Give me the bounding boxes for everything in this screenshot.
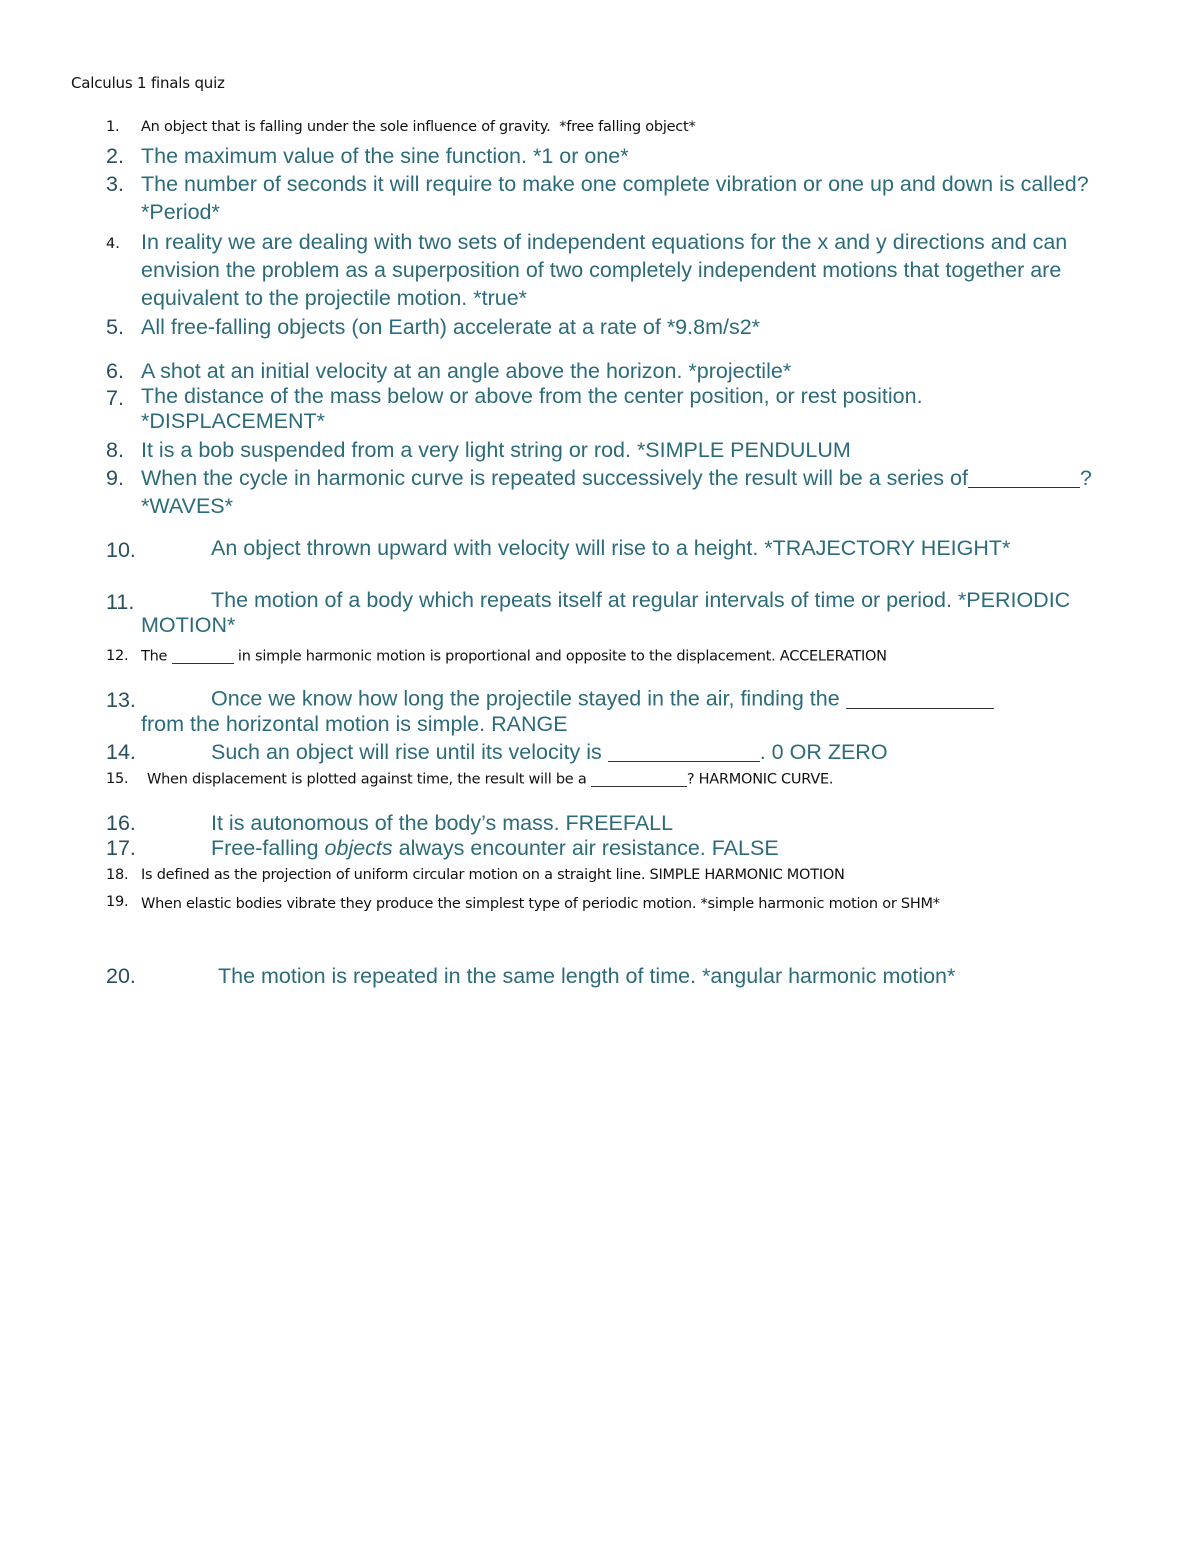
question-text: A shot at an initial velocity at an angle above the horizon. *projectile*: [141, 359, 792, 383]
question-text: In reality we are dealing with two sets of independent equations for the x and y directions and can envision the problem as a superposition of two completely independent motions that together are equivalent to the projectile motion. *true*: [141, 230, 1074, 310]
question-number: 10.: [106, 538, 136, 562]
question-text: The motion of a body which repeats itself at regular intervals of time or period. *PERIODIC MOTION*: [141, 588, 1077, 637]
question-text-part: . 0 OR ZERO: [759, 740, 888, 764]
question-number: 11.: [106, 590, 135, 614]
question-number: 17.: [106, 836, 136, 860]
question-text-part: always encounter air resistance. FALSE: [398, 836, 779, 860]
question-text: When elastic bodies vibrate they produce the simplest type of periodic motion. *simple harmonic motion or SHM*: [141, 896, 940, 912]
question-text: [141, 686, 1141, 737]
answer-blank: [846, 686, 994, 709]
question-number: 19.: [106, 894, 129, 910]
question-text: [141, 648, 887, 665]
question-number: 12.: [106, 648, 129, 664]
answer-blank: [591, 771, 687, 787]
document-title: Calculus 1 finals quiz: [71, 74, 225, 92]
question-text-part: The: [141, 648, 168, 665]
question-number: 9.: [106, 466, 124, 490]
answer-blank: [608, 740, 760, 763]
question-text-part: When the cycle in harmonic curve is repeated successively the result will be a series of: [141, 466, 968, 490]
question-number: 2.: [106, 144, 124, 168]
question-text-part: ? HARMONIC CURVE.: [686, 771, 834, 788]
question-text: It is a bob suspended from a very light string or rod. *SIMPLE PENDULUM: [141, 438, 851, 462]
question-text: An object thrown upward with velocity will rise to a height. *TRAJECTORY HEIGHT*: [211, 536, 1011, 560]
question-number: 6.: [106, 359, 124, 383]
question-text-part: When displacement is plotted against time, the result will be a: [147, 771, 587, 788]
answer-blank: [172, 648, 234, 664]
question-number: 5.: [106, 315, 124, 339]
question-number: 3.: [106, 172, 124, 196]
question-number: 16.: [106, 811, 136, 835]
question-text: [211, 834, 1171, 862]
question-text: Is defined as the projection of uniform circular motion on a straight line. SIMPLE HARMONIC MOTION: [141, 867, 845, 883]
question-number: 18.: [106, 867, 129, 883]
question-number: 13.: [106, 688, 136, 712]
question-text-part: ? *WAVES*: [141, 466, 1098, 518]
question-number: 8.: [106, 438, 124, 462]
question-text: The number of seconds it will require to make one complete vibration or one up and down is called? *Period*: [141, 172, 1095, 224]
question-number: 4.: [106, 236, 120, 252]
question-number: 1.: [106, 119, 120, 135]
question-number: 20.: [106, 964, 136, 988]
answer-blank: [968, 466, 1080, 489]
question-text-part: Once we know how long the projectile stayed in the air, finding the: [211, 686, 840, 711]
question-text-part: in simple harmonic motion is proportional and opposite to the displacement. ACCELERATION: [233, 648, 887, 665]
question-text: An object that is falling under the sole influence of gravity. *free falling object*: [141, 119, 696, 135]
question-text: The motion is repeated in the same length of time. *angular harmonic motion*: [218, 964, 956, 988]
question-text-part: from the horizontal motion is simple. RANGE: [141, 711, 568, 736]
question-text: [147, 771, 833, 788]
question-text: The maximum value of the sine function. *1 or one*: [141, 144, 629, 168]
question-text: [141, 738, 1101, 766]
question-number: 15.: [106, 771, 129, 787]
question-text-italic: objects: [324, 836, 393, 860]
question-text-part: Free-falling: [211, 836, 319, 860]
question-text-part: Such an object will rise until its velocity is: [211, 740, 602, 764]
question-number: 14.: [106, 740, 136, 764]
question-text: It is autonomous of the body’s mass. FREEFALL: [211, 811, 674, 835]
question-number: 7.: [106, 386, 124, 410]
question-text: [141, 464, 1111, 520]
question-text: The distance of the mass below or above from the center position, or rest position. *DISPLACEMENT*: [141, 384, 929, 433]
question-text: All free-falling objects (on Earth) accelerate at a rate of *9.8m/s2*: [141, 315, 761, 339]
